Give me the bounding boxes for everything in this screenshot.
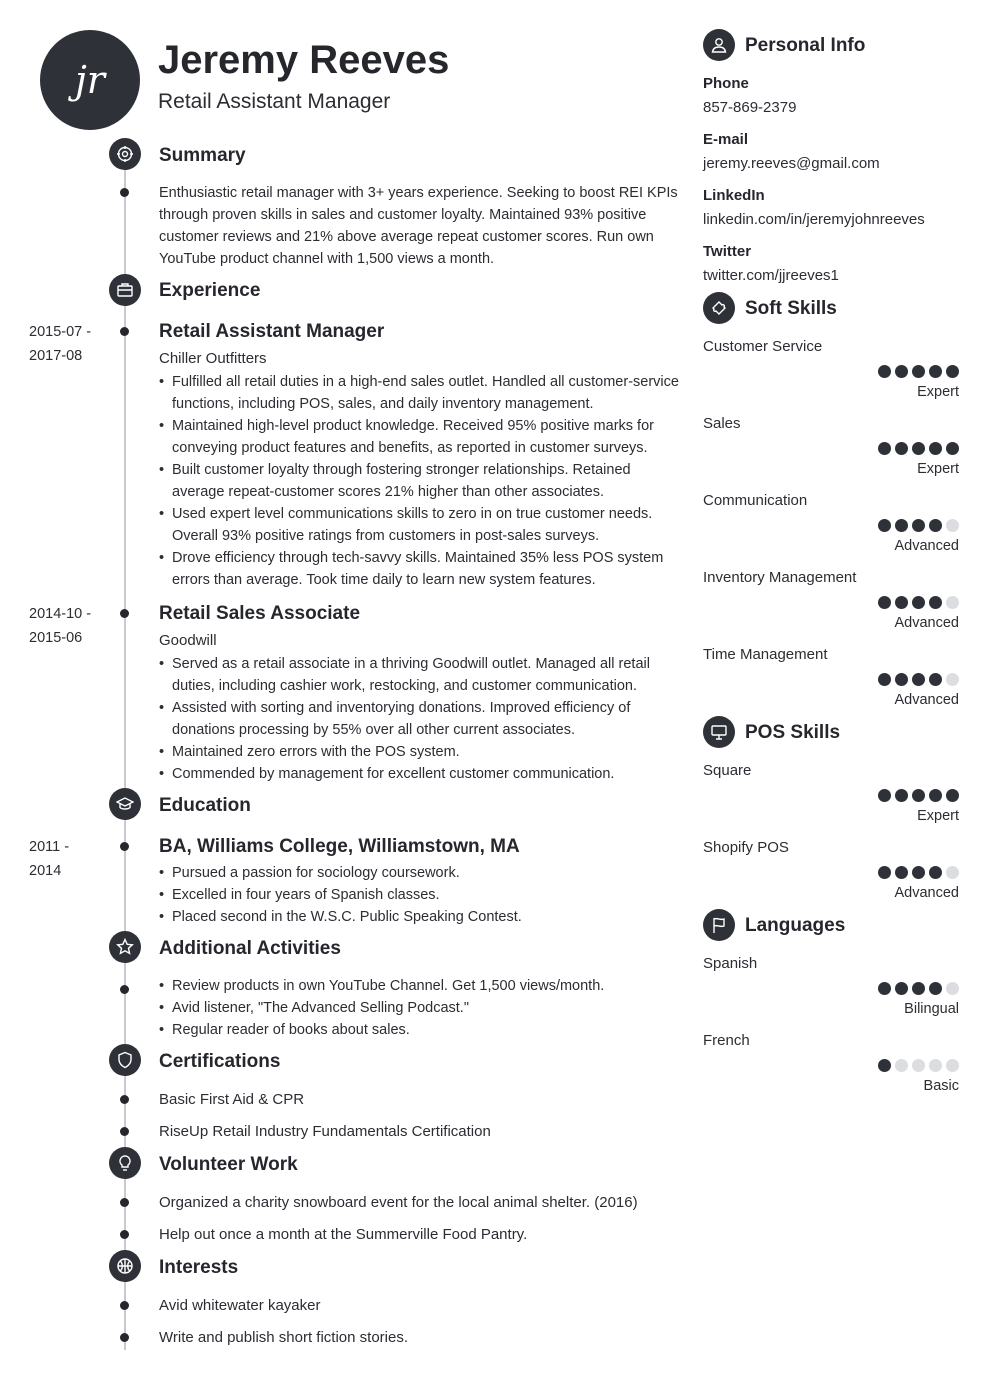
timeline-dot [120,1095,129,1104]
bullet-line: functions, including POS, sales, and daily inventory management. [172,396,594,412]
timeline-dot [120,1198,129,1207]
experience-heading: Experience [159,280,261,301]
flag-icon [703,909,735,941]
timeline-dot [120,1333,129,1342]
rating-dot-filled [946,442,959,455]
bullet-item: • Avid listener, "The Advanced Selling Podcast." [159,997,679,1019]
user-icon [703,29,735,61]
bullet-line: conveying product features and benefits, as reported in customer surveys. [172,440,648,456]
rating-dot-filled [929,866,942,879]
timeline-dot [120,1230,129,1239]
bullet-item: • Placed second in the W.S.C. Public Speaking Contest. [159,906,679,928]
skill-level: Expert [917,808,959,824]
interests-heading: Interests [159,1257,239,1278]
job-company: Chiller Outfitters [159,350,267,367]
rating-dot-filled [912,673,925,686]
bullet-item [159,763,679,785]
summary-line: Enthusiastic retail manager with 3+ years experience. Seeking to boost REI KPIs [159,185,678,201]
personal-info-heading: Personal Info [745,35,866,56]
date-end: 2014 [29,863,62,879]
bullet-item [159,371,679,415]
rating-dot-filled [929,596,942,609]
skill-rating [878,789,960,802]
job-title: Retail Sales Associate [159,603,361,624]
timeline-dot [120,1301,129,1310]
rating-dot-filled [895,673,908,686]
rating-dot-filled [912,982,925,995]
rating-dot-filled [929,789,942,802]
bullet-item [159,459,679,503]
star-icon [109,931,141,963]
rating-dot-filled [912,789,925,802]
bullet-line: • Commended by management for excellent customer communication. [172,766,615,782]
date-end: 2017-08 [29,348,83,364]
rating-dot-empty [895,1059,908,1072]
language-level: Basic [923,1078,959,1094]
bullet-line: • Built customer loyalty through fostering stronger relationships. Retained [172,462,631,478]
job-dates [29,602,91,650]
activities-bullets [159,975,679,1041]
skill-rating [878,519,960,532]
email-value: jeremy.reeves@gmail.com [703,155,880,172]
education-heading: Education [159,795,251,816]
bullet-line: • Maintained high-level product knowledge. Received 95% positive marks for [172,418,654,434]
bullet-line: • Maintained zero errors with the POS system. [172,744,460,760]
rating-dot-empty [946,982,959,995]
bullet-line: errors than average. Took time daily to learn new system features. [172,572,596,588]
certifications-heading: Certifications [159,1051,281,1072]
avatar-initials: jr [75,58,105,102]
volunteer-item: Organized a charity snowboard event for the local animal shelter. (2016) [159,1194,638,1211]
email-label: E-mail [703,131,749,148]
bullet-item: • Review products in own YouTube Channel. Get 1,500 views/month. [159,975,679,997]
rating-dot-filled [878,866,891,879]
rating-dot-filled [878,673,891,686]
rating-dot-filled [929,673,942,686]
skill-level: Advanced [894,538,959,554]
skill-name: Shopify POS [703,839,789,856]
lightbulb-icon [109,1147,141,1179]
rating-dot-filled [912,596,925,609]
skill-name: Sales [703,415,741,432]
bullet-line: average repeat-customer scores 21% higher than other associates. [172,484,605,500]
certification-item: Basic First Aid & CPR [159,1091,305,1108]
graduation-cap-icon [109,788,141,820]
skill-rating [878,365,960,378]
phone-label: Phone [703,75,749,92]
job-title: Retail Assistant Manager [159,321,385,342]
skill-rating [878,866,960,879]
date-start: 2015-07 - [29,324,92,340]
candidate-name: Jeremy Reeves [158,38,450,82]
date-start: 2011 - [29,839,70,855]
rating-dot-filled [895,866,908,879]
rating-dot-empty [946,1059,959,1072]
twitter-value: twitter.com/jjreeves1 [703,267,839,284]
avatar [40,30,140,130]
language-name: French [703,1032,750,1049]
rating-dot-filled [929,442,942,455]
rating-dot-filled [895,365,908,378]
bullet-item [159,653,679,697]
rating-dot-filled [878,596,891,609]
bullet-item [159,547,679,591]
rating-dot-filled [929,982,942,995]
rating-dot-filled [895,519,908,532]
skill-name: Time Management [703,646,828,663]
soft-skills-heading: Soft Skills [745,298,837,319]
summary-icon [109,138,141,170]
briefcase-icon [109,274,141,306]
timeline-dot [120,609,129,618]
bullet-item [159,415,679,459]
bullet-line: • Drove efficiency through tech-savvy skills. Maintained 35% less POS system [172,550,664,566]
bullet-line: donations processing by 55% over all other current associates. [172,722,575,738]
job-dates [29,320,91,368]
rating-dot-filled [895,442,908,455]
rating-dot-filled [929,519,942,532]
rating-dot-filled [878,442,891,455]
skill-level: Advanced [894,692,959,708]
rating-dot-filled [878,982,891,995]
bullet-line: • Used expert level communications skills to zero in on true customer needs. [172,506,653,522]
rating-dot-filled [878,1059,891,1072]
languages-heading: Languages [745,915,846,936]
rating-dot-filled [946,789,959,802]
rating-dot-filled [912,365,925,378]
bullet-item: • Regular reader of books about sales. [159,1019,679,1041]
puzzle-icon [703,292,735,324]
skill-name: Communication [703,492,808,509]
rating-dot-filled [895,982,908,995]
skill-level: Expert [917,384,959,400]
rating-dot-empty [946,519,959,532]
volunteer-item: Help out once a month at the Summerville Food Pantry. [159,1226,528,1243]
date-start: 2014-10 - [29,606,92,622]
volunteer-heading: Volunteer Work [159,1154,298,1175]
job-bullets [159,653,679,785]
rating-dot-empty [912,1059,925,1072]
rating-dot-empty [929,1059,942,1072]
basketball-icon [109,1250,141,1282]
job-company: Goodwill [159,632,217,649]
bullet-line: duties, including cashier work, restocking, and customer communication. [172,678,638,694]
summary-text [159,182,679,270]
skill-level: Advanced [894,615,959,631]
rating-dot-filled [912,866,925,879]
rating-dot-filled [895,596,908,609]
timeline-dot [120,327,129,336]
rating-dot-filled [912,519,925,532]
language-rating [878,1059,960,1072]
language-rating [878,982,960,995]
certification-item: RiseUp Retail Industry Fundamentals Certification [159,1123,491,1140]
linkedin-value: linkedin.com/in/jeremyjohnreeves [703,211,925,228]
education-dates [29,835,69,883]
timeline-dot [120,985,129,994]
date-end: 2015-06 [29,630,83,646]
rating-dot-empty [946,673,959,686]
summary-line: customer reviews and 21% above average repeat customer scores. Run own [159,229,654,245]
shield-icon [109,1044,141,1076]
language-level: Bilingual [904,1001,959,1017]
rating-dot-filled [895,789,908,802]
bullet-item [159,741,679,763]
timeline-dot [120,842,129,851]
linkedin-label: LinkedIn [703,187,765,204]
timeline-dot [120,188,129,197]
rating-dot-empty [946,866,959,879]
activities-heading: Additional Activities [159,938,341,959]
education-bullets [159,862,679,928]
summary-heading: Summary [159,145,246,166]
bullet-item [159,503,679,547]
monitor-icon [703,716,735,748]
rating-dot-filled [929,365,942,378]
rating-dot-filled [878,365,891,378]
bullet-line: Overall 93% positive ratings from customers in post-sales surveys. [172,528,600,544]
twitter-label: Twitter [703,243,752,260]
skill-name: Customer Service [703,338,823,355]
summary-line: through proven skills in sales and customer loyalty. Maintained 93% positive [159,207,647,223]
candidate-title: Retail Assistant Manager [158,90,391,113]
rating-dot-empty [946,596,959,609]
bullet-item [159,697,679,741]
interest-item: Avid whitewater kayaker [159,1297,321,1314]
bullet-line: • Assisted with sorting and inventorying donations. Improved efficiency of [172,700,631,716]
bullet-item: • Excelled in four years of Spanish classes. [159,884,679,906]
phone-value: 857-869-2379 [703,99,797,116]
skill-rating [878,442,960,455]
skill-name: Inventory Management [703,569,857,586]
rating-dot-filled [878,789,891,802]
pos-skills-heading: POS Skills [745,722,841,743]
interest-item: Write and publish short fiction stories. [159,1329,409,1346]
summary-line: YouTube product channel with 1,500 views a month. [159,251,495,267]
skill-rating [878,673,960,686]
bullet-line: • Served as a retail associate in a thriving Goodwill outlet. Managed all retail [172,656,650,672]
skill-level: Advanced [894,885,959,901]
degree-title: BA, Williams College, Williamstown, MA [159,836,520,857]
language-name: Spanish [703,955,758,972]
skill-name: Square [703,762,752,779]
skill-level: Expert [917,461,959,477]
skill-rating [878,596,960,609]
rating-dot-filled [912,442,925,455]
rating-dot-filled [946,365,959,378]
bullet-item: • Pursued a passion for sociology coursework. [159,862,679,884]
job-bullets [159,371,679,591]
bullet-line: • Fulfilled all retail duties in a high-end sales outlet. Handled all customer-service [172,374,679,390]
timeline-dot [120,1127,129,1136]
rating-dot-filled [878,519,891,532]
